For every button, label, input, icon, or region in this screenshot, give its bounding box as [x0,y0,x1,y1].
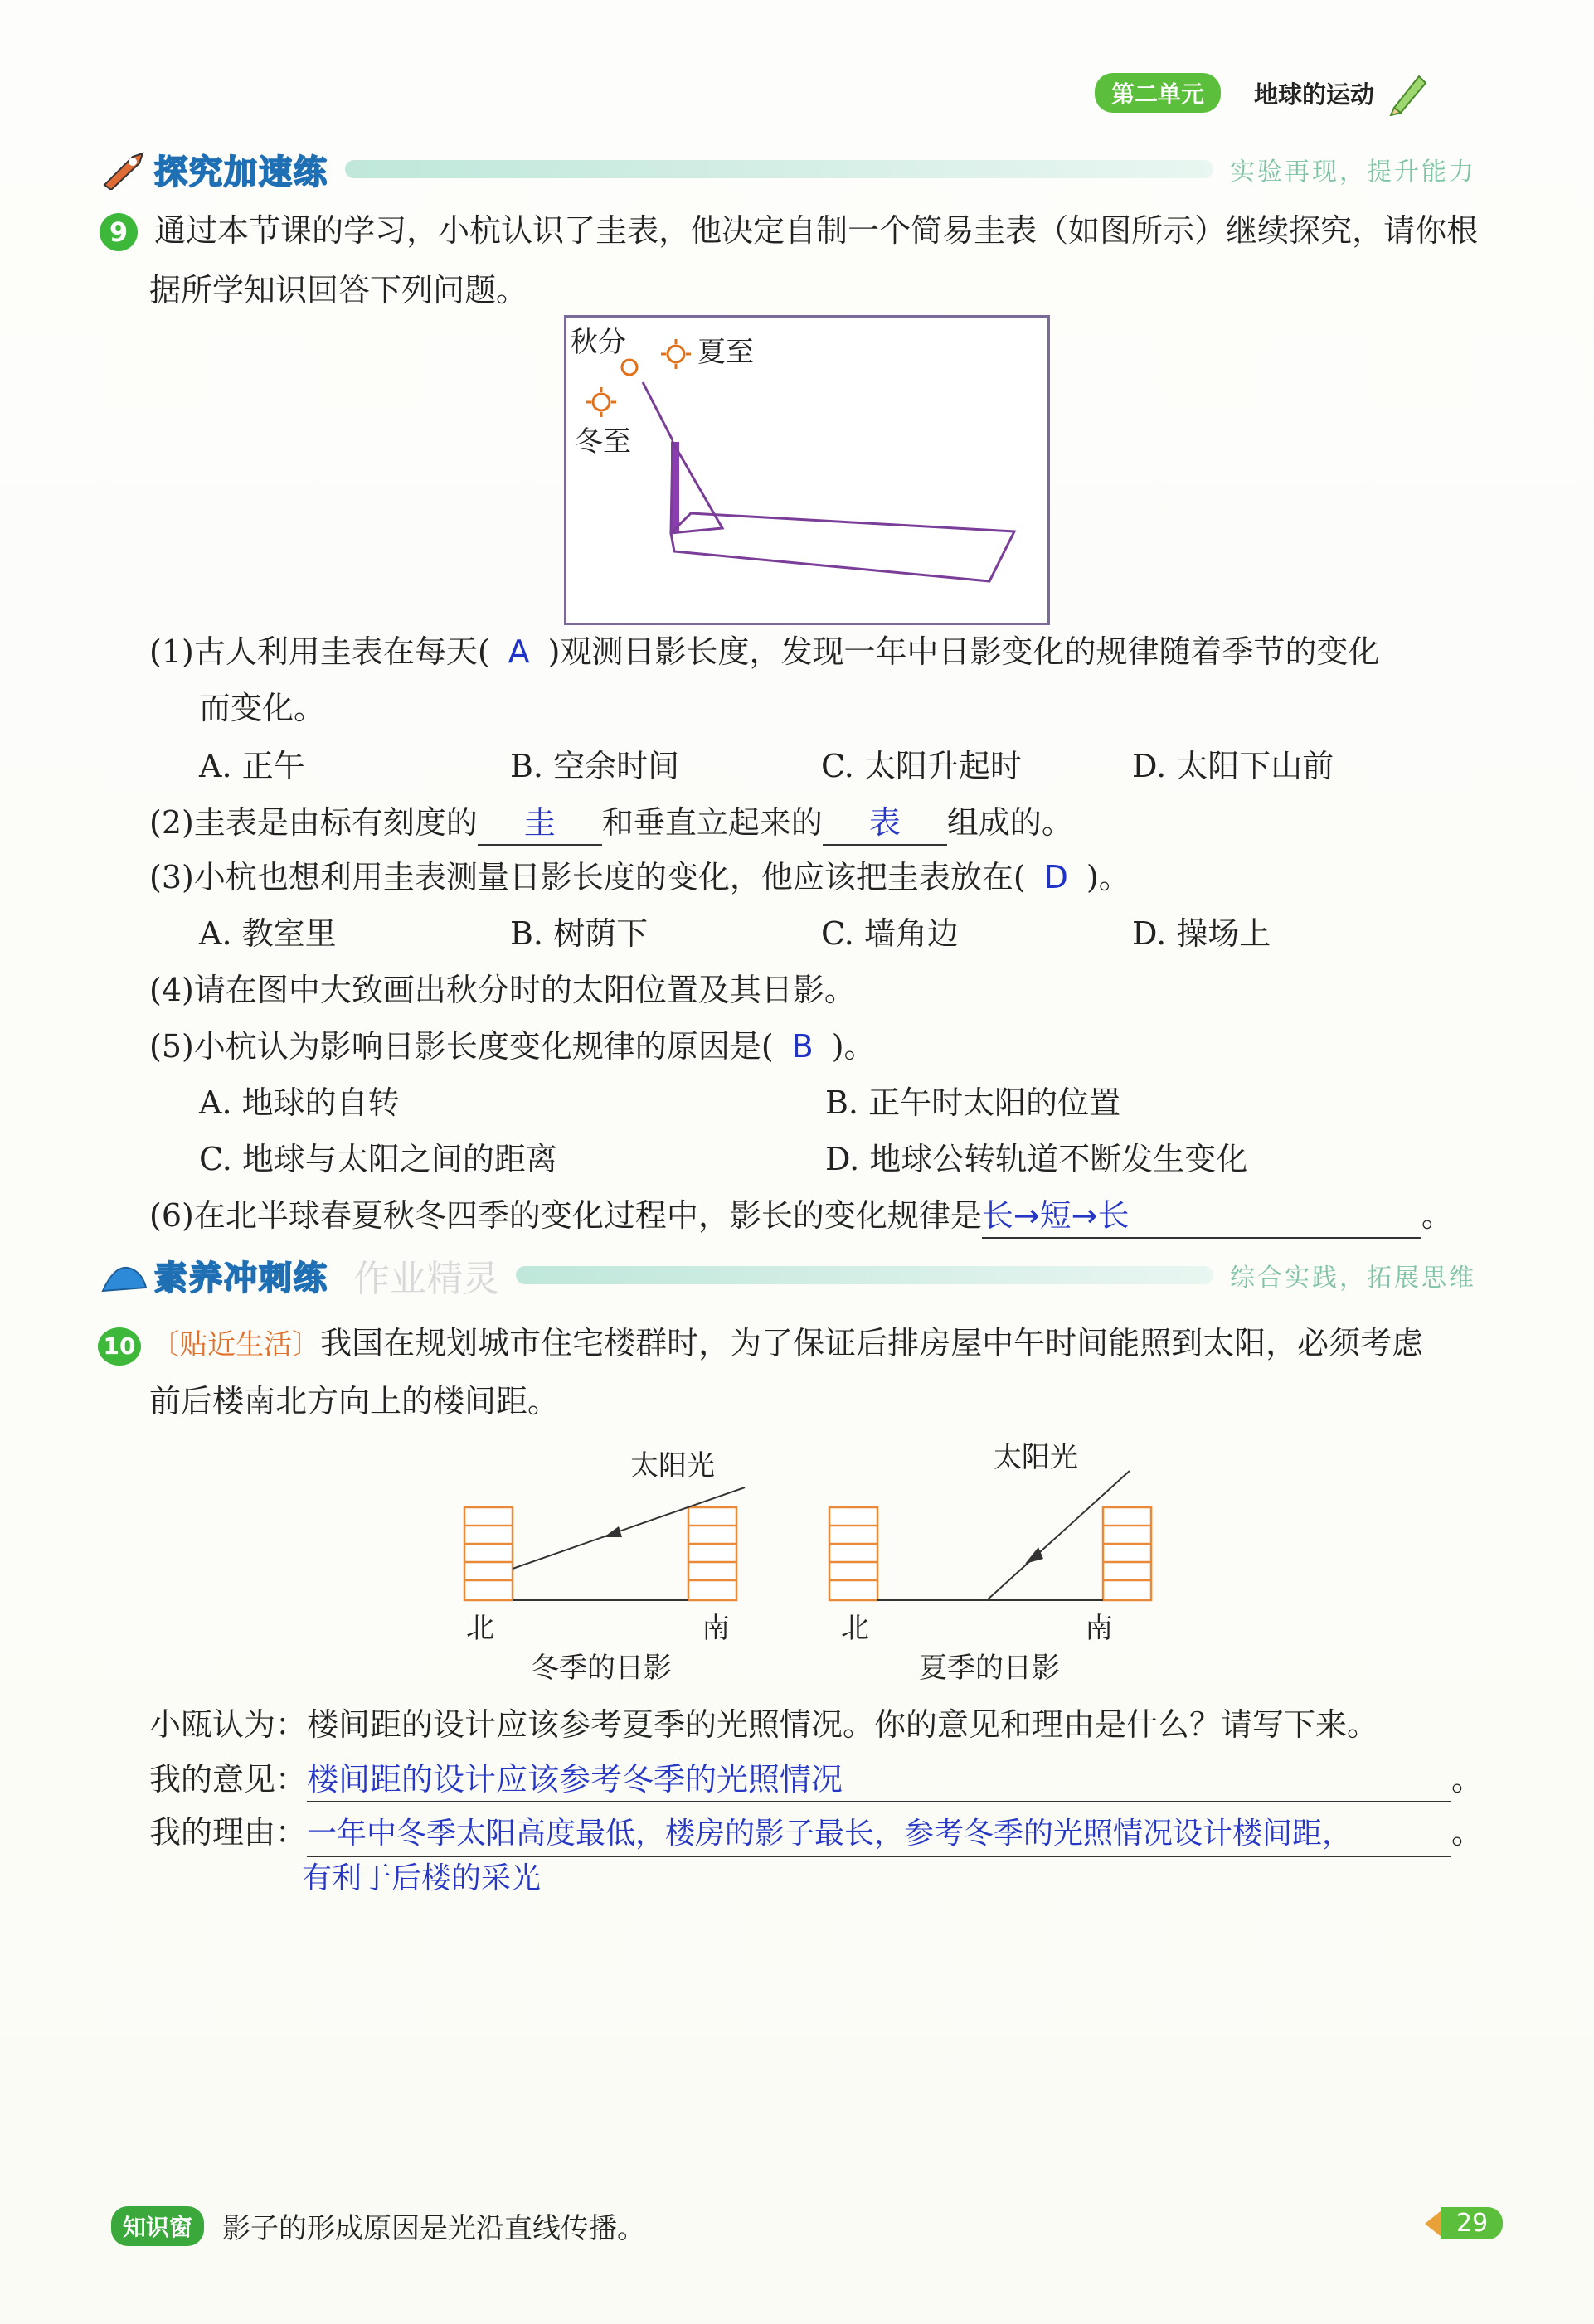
watermark: 作业精灵 [353,1258,499,1300]
page-number: 29 [1441,2207,1503,2239]
summer-sun-icon [661,339,691,369]
page-number-badge [1423,2207,1503,2239]
south-label-winter: 南 [702,1612,730,1645]
opinion-answer: 楼间距的设计应该参考冬季的光照情况 [307,1758,1451,1802]
south-building [688,1507,736,1600]
q9-part1-options [199,738,1476,794]
pencil-tip-icon [1423,2209,1441,2239]
option-a: A. 正午 [199,748,305,784]
south-label-summer: 南 [1085,1612,1113,1645]
section-banner-literacy [100,1250,1476,1300]
q9-part6: (6)在北半球春夏秋冬四季的变化过程中，影长的变化规律是长→短→长 。 [149,1187,1453,1244]
q9-part1-line2: 而变化。 [199,690,326,726]
q9-part2: (2)圭表是由标有刻度的 圭 和垂直立起来的 表 组成的。 [149,794,1073,851]
section-title-explore: 探究加速练 [154,153,328,192]
option-d: D. 太阳下山前 [1132,748,1334,784]
page-header [1095,70,1429,116]
chapter-title: 地球的运动 [1254,80,1375,109]
winter-sun-icon [586,387,616,417]
question-number: 9 [100,213,138,251]
answer-shadow-pattern: 长→短→长 [982,1194,1421,1239]
label-summer-solstice: 夏至 [697,336,754,369]
q10-stem [98,1315,1423,1373]
section-divider [345,160,1213,178]
section-subtitle-explore: 实验再现，提升能力 [1230,158,1476,187]
wave-icon [100,1254,149,1296]
section-banner-explore [100,144,1476,194]
q9-stem-line1: 通过本节课的学习，小杭认识了圭表，他决定自制一个简易圭表（如图所示）继续探究，请你根 [154,212,1479,249]
south-building-2 [1103,1507,1151,1600]
summer-shadow-figure [821,1434,1169,1683]
answer-part1: A [508,633,530,670]
q9-stem [100,202,1478,259]
footer-tip [111,2205,645,2246]
q9-part5-options-row2: C. 地球与太阳之间的距离 D. 地球公转轨道不断发生变化 [199,1141,1248,1177]
sunlight-label-winter: 太阳光 [630,1449,715,1482]
gnomon-base-plate [671,513,1014,581]
ray-arrow-winter [604,1526,622,1537]
label-winter-solstice: 冬至 [575,425,631,458]
q10-stem-line1: 我国在规划城市住宅楼群时，为了保证后排房屋中午时间能照到太阳，必须考虑 [320,1325,1424,1361]
gnomon-figure [564,315,1050,625]
north-building [464,1507,513,1600]
autumn-sun-icon [622,360,637,375]
caption-summer: 夏季的日影 [919,1652,1060,1685]
knowledge-window-tag: 知识窗 [111,2206,204,2246]
gnomon-drawing [566,318,1047,623]
option-b: B. 空余时间 [510,748,680,784]
q9-part4: (4)请在图中大致画出秋分时的太阳位置及其日影。 [149,972,856,1008]
q9-part1: (1)古人利用圭表在每天( A )观测日影长度，发现一年中日影变化的规律随着季节的变化 [149,633,1380,670]
answer-part3: D [1043,859,1068,895]
q10-stem-line2: 前后楼南北方向上的楼间距。 [149,1383,560,1419]
sunlight-label-summer: 太阳光 [994,1441,1078,1474]
answer-part5: B [791,1028,814,1065]
winter-shadow-figure [448,1443,763,1683]
reason-answer-line2: 有利于后楼的采光 [302,1861,542,1895]
tag-real-life: 〔贴近生活〕 [151,1328,321,1361]
q10-prompt: 小瓯认为：楼间距的设计应该参考夏季的光照情况。你的意见和理由是什么？请写下来。 [149,1706,1379,1743]
reason-answer-line1: 一年中冬季太阳高度最低，楼房的影子最长，参考冬季的光照情况设计楼间距， [307,1812,1451,1857]
ray-arrow-summer [1025,1547,1043,1564]
label-autumn-equinox: 秋分 [570,326,626,359]
north-building-2 [829,1507,877,1600]
section-subtitle-literacy: 综合实践，拓展思维 [1230,1264,1476,1293]
unit-tag: 第二单元 [1095,73,1221,113]
blank-gui: 圭 [478,801,602,846]
caption-winter: 冬季的日影 [531,1652,672,1685]
knowledge-tip-text: 影子的形成原因是光沿直线传播。 [222,2212,646,2245]
q10-opinion: 我的意见：楼间距的设计应该参考冬季的光照情况 。 [149,1751,1483,1807]
sun-ray [643,382,673,440]
section-title-literacy: 素养冲刺练 [154,1259,328,1298]
winter-shadow-drawing [448,1443,763,1608]
pencil-icon [1386,70,1429,116]
section-divider-2 [516,1266,1213,1284]
option-c: C. 太阳升起时 [821,748,1022,784]
north-label-winter: 北 [466,1612,494,1645]
q9-part5-options-row1: A. 地球的自转 B. 正午时太阳的位置 [199,1084,1121,1121]
q10-reason: 我的理由：一年中冬季太阳高度最低，楼房的影子最长，参考冬季的光照情况设计楼间距， 。 [149,1804,1483,1861]
q9-part3-options: A. 教室里 B. 树荫下 C. 墙角边 D. 操场上 [199,915,1271,952]
north-label-summer: 北 [841,1612,869,1645]
rocket-icon [100,148,149,190]
q9-part3: (3)小杭也想利用圭表测量日影长度的变化，他应该把圭表放在( D )。 [149,859,1130,895]
q9-stem-line2: 据所学知识回答下列问题。 [149,272,528,308]
blank-biao: 表 [823,801,947,846]
question-number-10: 10 [98,1327,141,1366]
q9-part5: (5)小杭认为影响日影长度变化规律的原因是( B )。 [149,1028,876,1065]
